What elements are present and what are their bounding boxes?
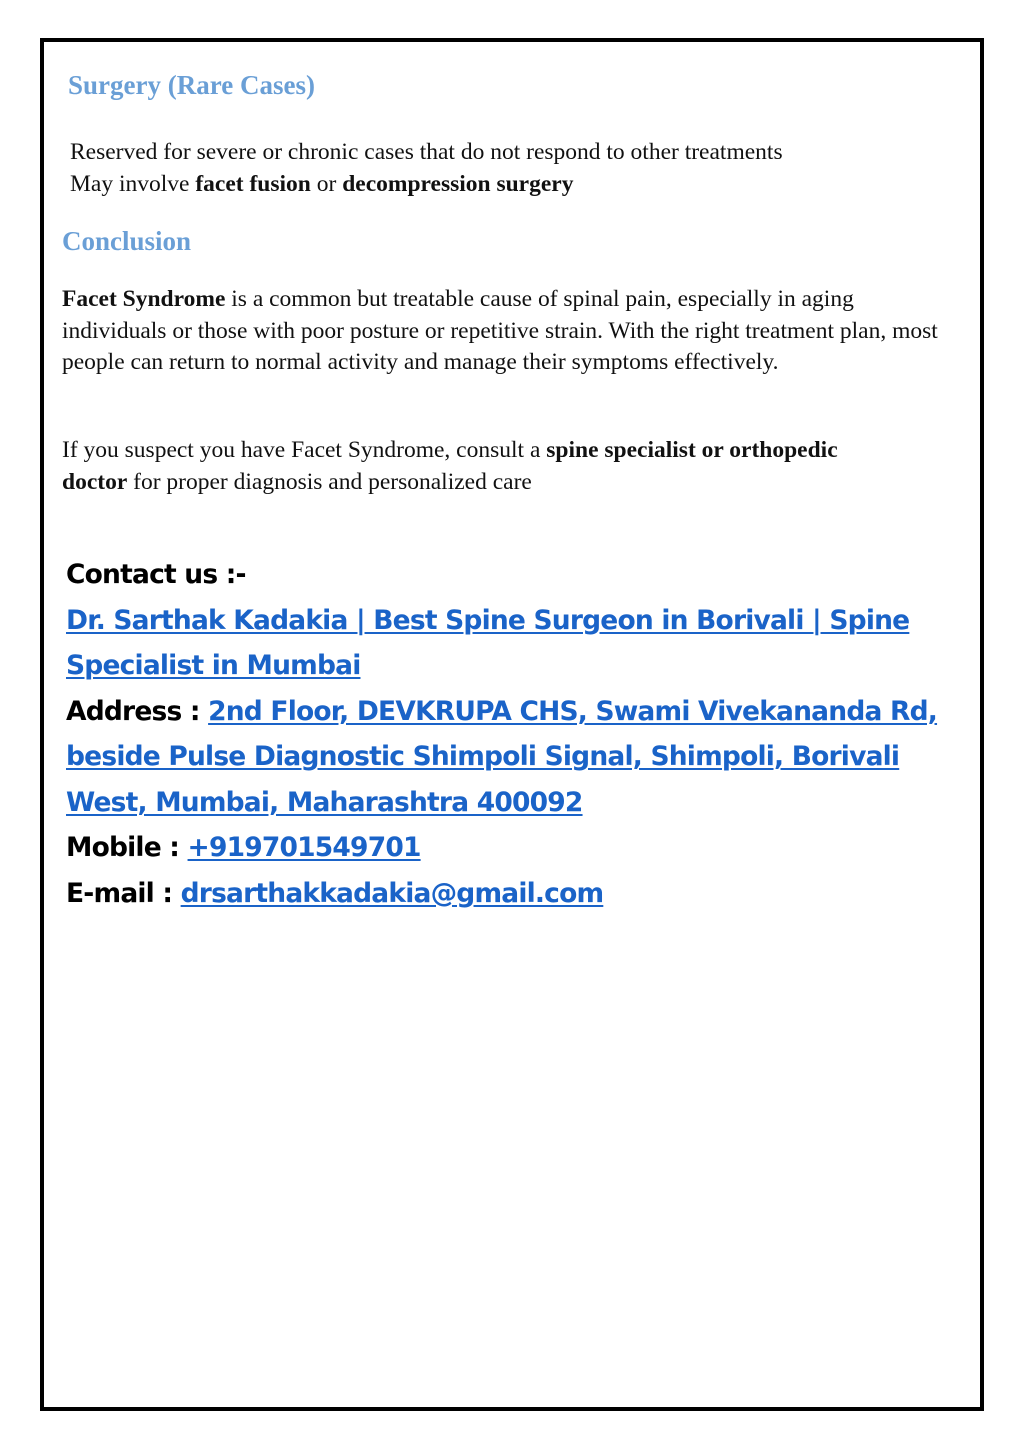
conclusion-paragraph-1 xyxy=(62,284,942,379)
conclusion-heading: Conclusion xyxy=(62,226,192,256)
surgery-text xyxy=(70,137,970,200)
conclusion-paragraph-2 xyxy=(62,435,862,498)
contact-heading: Contact us :- xyxy=(66,559,246,590)
conclusion-p1-text: is a common but treatable cause of spinal pain, especially in aging individuals or those with poor posture or repetitive strain. With the right treatment plan, most people can return to normal activity and manage their symptoms effectively. xyxy=(62,286,938,375)
specialist-bold: spine specialist or orthopedic doctor xyxy=(62,437,838,495)
email-link[interactable]: drsarthakkadakia@gmail.com xyxy=(180,877,604,909)
mobile-label: Mobile : xyxy=(66,832,188,863)
surgery-line-2-c: or xyxy=(310,170,343,197)
surgery-line-2-a: May involve xyxy=(70,170,196,197)
surgery-heading: Surgery (Rare Cases) xyxy=(68,70,315,100)
conclusion-p2-text-a: If you suspect you have Facet Syndrome, consult a xyxy=(62,437,547,463)
address-label: Address : xyxy=(66,695,209,727)
doctor-link[interactable]: Dr. Sarthak Kadakia | Best Spine Surgeon in Borivali | Spine Specialist in Mumbai xyxy=(66,604,910,681)
surgery-line-1: Reserved for severe or chronic cases that do not respond to other treatments xyxy=(70,139,783,165)
conclusion-p2-text-b: for proper diagnosis and personalized care xyxy=(127,468,532,495)
facet-fusion-bold: facet fusion xyxy=(195,170,311,197)
decompression-surgery-bold: decompression surgery xyxy=(342,170,574,197)
contact-section xyxy=(66,552,966,916)
mobile-link[interactable]: +919701549701 xyxy=(187,832,421,863)
page-frame xyxy=(40,38,984,1411)
address-link[interactable]: 2nd Floor, DEVKRUPA CHS, Swami Vivekananda Rd, beside Pulse Diagnostic Shimpoli Signal, Shimpoli, Borivali West, Mumbai, Maharashtra 400092 xyxy=(66,695,938,818)
facet-syndrome-bold: Facet Syndrome xyxy=(62,286,226,312)
email-label: E-mail : xyxy=(66,877,181,909)
